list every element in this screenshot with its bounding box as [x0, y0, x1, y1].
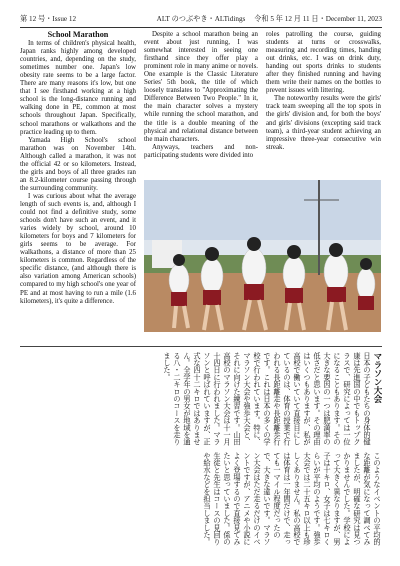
- newsletter-title: ALT のつぶやき・ALTidings: [156, 15, 246, 23]
- paragraph: Despite a school marathon being an event about just running, I was somewhat interested in seeing one firsthand since they offer play a prominent role in many anime or novels. One example is the Classic Literature Series' 5th book, the title of which loosely translates to "Approximating the Difference Between Two People." In it, the main character solves a mystery while running the school marathon, and the title is a double meaning of the physical and relational distance between the main characters.: [144, 31, 258, 143]
- marathon-photo: [144, 180, 381, 332]
- paragraph: roles patrolling the course, guiding students at turns or crosswalks, measuring and recording times, handing out drinks, etc. I was on drink duty, handing out sports drinks to students after they finished running and having them write their names on the bottles to prevent issues with littering.: [266, 31, 381, 95]
- paragraph: Anyways, teachers and non-participating students were divided into: [144, 143, 258, 159]
- paragraph: Yamada High School's school marathon was on November 14th. Although called a marathon, it was not the official 42 or so kilometers. Instead, the girls and boys of all three grades ran an 8.2-kilometer course passing through the surrounding community.: [20, 136, 136, 192]
- issue-number: 第 12 号・Issue 12: [20, 15, 77, 23]
- issue-date: 令和 5 年 12 月 11 日・December 11, 2023: [254, 15, 382, 23]
- paragraph: I was curious about what the average length of such events is, and, although I could not find a definitive study, some schools don't have such an event, and it varies widely by school, around 10 kilometers for boys and 7 kilometers for girls seems to be average. For walkathons, a distance of more than 25 kilometers is common. Regardless of the specific distance, (and although there is also variation among American schools) compared to my high school's one year of PE and at most having to run a mile (1.6 kilometers), it's quite a difference.: [20, 192, 136, 305]
- article-title: School Marathon: [47, 30, 109, 39]
- japanese-section-bottom: [20, 452, 382, 552]
- header: [20, 12, 382, 26]
- japanese-paragraph: 日本の子どもたちの身体的健康は先進国の中でもトップクラスで、研究によっては一位になることもあります。その大きな要因の一つは肥満率の低さだと思います。その理由はいくつもありますが、私が高校で働いていて直接目にしているのは、体育の授業で行われる長距離走や長距離歩行です。これは日本の多くの学校で行われています。特に、マラソン大会や強歩大会と、それに向けた練習です。山田高校のマラソン大会は十一月十四日に行われました。マラソンと呼ばれていますが、正式な四十二キロではありません。全学年の男女が地域を通る八・二キロのコースを走りました。: [163, 352, 372, 446]
- english-column-3: [266, 31, 381, 152]
- japanese-title: マラソン大会: [372, 352, 382, 403]
- section-divider: [20, 346, 382, 347]
- english-column-2: [144, 31, 258, 160]
- paragraph: In terms of children's physical health, Japan ranks highly among developed countries, and, depending on the study, sometimes number one. Japan's low obesity rate seems to be a large factor. There are many reasons it's low, but one that I see firsthand working at a high school is the long-distance running and walking done in PE, common at most schools throughout Japan. Specifically, school marathons or walkathons and the practice leading up to them.: [20, 40, 136, 136]
- paragraph: The noteworthy results were the girls' track team sweeping all the top spots in the girls' division and, for both the boys' and girls' divisions (excepting said track team), a third-year student achieving an impressive three-year consecutive win streak.: [266, 95, 381, 151]
- japanese-section-top: [20, 352, 382, 446]
- english-column-1: [20, 31, 136, 306]
- header-rule: [20, 27, 382, 28]
- japanese-paragraph: このようなイベントの平均的な距離が気になって調べてみましたが、明確な研究は見つかりませんでした。学校によって大きく異なりますが、男子は十キロ、女子は七キロくらいが平均のようです。強歩大会では二十五キロ以上も珍しくありません。私の高校では体育は一年間だけで、走っても一マイル程度だったので、大きな違いです。マラソン大会はただ走るだけのイベントですが、アニメや小説によく登場するので直接見てみたいと思っていました。係の生徒と先生はコースの見回りや給水などを担当しました。: [203, 452, 382, 546]
